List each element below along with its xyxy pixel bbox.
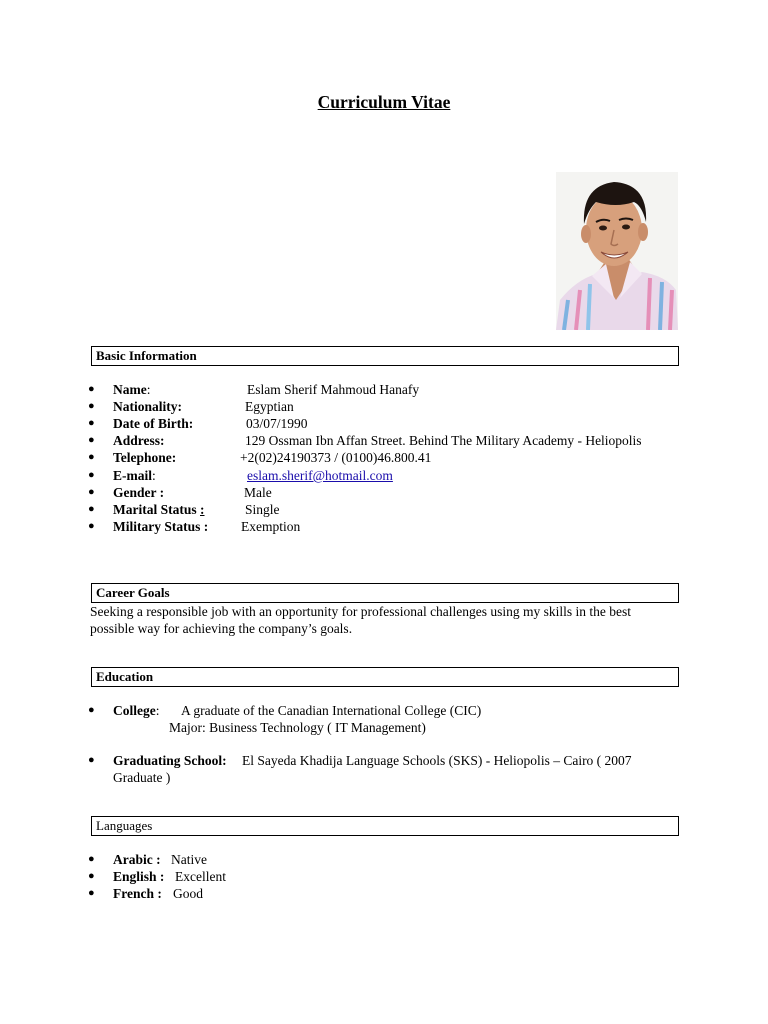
bullet-icon: ● [88,417,95,429]
english-label: English : [113,869,165,884]
name-value: Eslam Sherif Mahmoud Hanafy [247,382,420,397]
military-label: Military Status : [113,519,209,534]
section-languages: Languages [91,816,679,836]
profile-photo [556,172,678,330]
telephone-value: +2(02)24190373 / (0100)46.800.41 [240,450,432,465]
bullet-icon: ● [88,486,95,498]
bullet-icon: ● [88,469,95,481]
bullet-icon: ● [88,503,95,515]
marital-value: Single [245,502,280,517]
arabic-label: Arabic : [113,852,161,867]
career-goals-line-2: possible way for achieving the company’s goals. [90,621,353,636]
address-value: 129 Ossman Ibn Affan Street. Behind The Military Academy - Heliopolis [245,433,642,448]
section-career-goals: Career Goals [91,583,679,603]
school-label: Graduating School: [113,753,227,768]
document-title: Curriculum Vitae [317,92,451,112]
section-basic-information: Basic Information [91,346,679,366]
dob-label: Date of Birth: [113,416,194,431]
french-value: Good [173,886,203,901]
school-value: El Sayeda Khadija Language Schools (SKS) - Heliopolis – Cairo ( 2007 [242,753,632,768]
bullet-icon: ● [88,870,95,882]
career-goals-line-1: Seeking a responsible job with an opportunity for professional challenges using my skills in the best [90,604,632,619]
college-label: College: [113,703,160,718]
email-label: E-mail: [113,468,156,483]
french-label: French : [113,886,162,901]
dob-value: 03/07/1990 [246,416,308,431]
gender-value: Male [244,485,272,500]
address-label: Address: [113,433,165,448]
english-value: Excellent [175,869,226,884]
bullet-icon: ● [88,853,95,865]
career-goals-text [90,603,670,637]
bullet-icon: ● [88,754,95,766]
gender-label: Gender : [113,485,165,500]
military-value: Exemption [241,519,301,534]
college-value: A graduate of the Canadian International College (CIC) [181,703,482,718]
name-label: Name: [113,382,151,397]
telephone-label: Telephone: [113,450,177,465]
major-value: Major: Business Technology ( IT Management) [169,720,426,735]
school-value-continued: Graduate ) [113,770,171,785]
bullet-icon: ● [88,383,95,395]
bullet-icon: ● [88,451,95,463]
nationality-value: Egyptian [245,399,294,414]
marital-label: Marital Status : [113,502,205,517]
bullet-icon: ● [88,434,95,446]
bullet-icon: ● [88,520,95,532]
bullet-icon: ● [88,400,95,412]
email-link[interactable]: eslam.sherif@hotmail.com [247,468,393,483]
bullet-icon: ● [88,887,95,899]
arabic-value: Native [171,852,207,867]
section-education: Education [91,667,679,687]
nationality-label: Nationality: [113,399,182,414]
bullet-icon: ● [88,704,95,716]
